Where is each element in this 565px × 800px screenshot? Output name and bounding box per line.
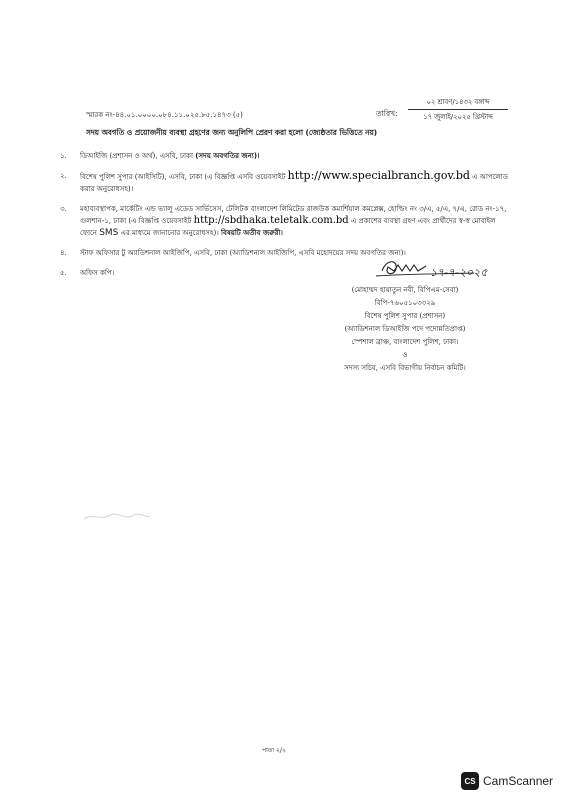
signer-name: (মোহাম্মদ হায়াতুন নবী, বিপিএম-সেবা) [351, 286, 459, 294]
signer-conjunction: ও [402, 351, 408, 359]
signer-block [300, 284, 510, 375]
date-bangla: ০২ শ্রাবণ/১৪৩২ বঙ্গাব্দ [408, 95, 508, 110]
faint-stamp-mark [82, 509, 152, 525]
date-english: ১৭ জুলাই/২০২৫ খ্রিস্টাব্দ [423, 113, 493, 121]
item-text: স্টাফ অফিসার টু অ্যাডিশনাল আইজিপি, এসবি, ঢাকা (অ্যাডিশনাল আইজিপি, এসবি মহোদয়ের সদয় অবগতির জন্য)। [80, 249, 406, 257]
list-item [60, 170, 512, 195]
website-link[interactable]: http://www.specialbranch.gov.bd [287, 169, 470, 182]
list-item [60, 150, 512, 162]
memo-number: স্মারক নং-৪৪.০১.০০০০.০৮৪.১১.০২৫.৮৫.১৪৭৩ (৫) [86, 111, 243, 119]
camscanner-label: CamScanner [483, 774, 554, 788]
camscanner-logo-icon: CS [461, 772, 479, 790]
signer-bp-number: বিপি-৭৬০৫১০৩৩২৯ [374, 299, 436, 307]
signer-rank: (অ্যাডিশনাল ডিআইজি পদে পদোন্নতিপ্রাপ্ত) [344, 325, 466, 333]
item-text: এ আপলোড করার অনুরোধসহ)। [80, 173, 508, 193]
item-text: এর মাধ্যমে জানানোর অনুরোধসহ)। [118, 229, 222, 237]
distribution-heading: সদয় অবগতি ও প্রয়োজনীয় ব্যবস্থা গ্রহণের জন্য অনুলিপি প্রেরণ করা হলো (জ্যেষ্ঠতার ভিত্তিতে নয়) [86, 128, 378, 137]
sms-text: SMS [99, 228, 119, 238]
item-number: ৪. [60, 249, 67, 257]
date-block [408, 95, 508, 124]
item-text: এ প্রকাশের ব্যবস্থা গ্রহণ এবং প্রার্থীদের স্ব-স্ব মোবাইল ফোনে [80, 217, 496, 237]
item-number: ২. [60, 172, 67, 180]
signature-date: ১৭-৭-২০২৫ [430, 266, 488, 279]
signer-unit: স্পেশাল ব্রাঞ্চ, বাংলাদেশ পুলিশ, ঢাকা। [351, 338, 459, 346]
item-number: ৫. [60, 269, 67, 277]
item-text: অফিস কপি। [80, 269, 115, 277]
website-link[interactable]: http://sbdhaka.teletalk.com.bd [193, 215, 349, 226]
signer-title: বিশেষ পুলিশ সুপার (প্রশাসন) [364, 312, 446, 320]
item-number: ৩. [60, 205, 67, 213]
item-text: ডিআইজি (প্রশাসন ও অর্থ), এসবি, ঢাকা [80, 152, 196, 160]
date-label: তারিখ: [376, 109, 398, 118]
item-note: বিষয়টি অতীব জরুরী। [221, 229, 283, 237]
item-number: ১. [60, 152, 67, 160]
item-text: বিশেষ পুলিশ সুপার (আইসিটি), এসবি, ঢাকা (এ বিজ্ঞপ্তি এসবি ওয়েবসাইট [80, 173, 288, 181]
item-note: (সদয় অবগতির জন্য)। [195, 152, 260, 160]
page-number: পাতা ২/২ [262, 747, 286, 754]
signer-committee: সদস্য সচিব, এসবি বিভাগীয় নির্বাচন কমিটি। [344, 364, 466, 372]
camscanner-watermark [461, 771, 553, 791]
item-text: মহাব্যবস্থাপক, মার্কেটিং এন্ড ভ্যালু এডেড সার্ভিসেস, টেলিটক বাংলাদেশ লিমিটেড রাজউক কমার্শিয়াল কমপ্লেক্স, হোল্ডিং নং ৩/এ, ৫/এ, ৭/এ, রোড নং-১৭, গুলশান-১, ঢাকা (এ বিজ্ঞপ্তি ওয়েবসাইট [80, 205, 507, 225]
list-item [60, 203, 512, 239]
